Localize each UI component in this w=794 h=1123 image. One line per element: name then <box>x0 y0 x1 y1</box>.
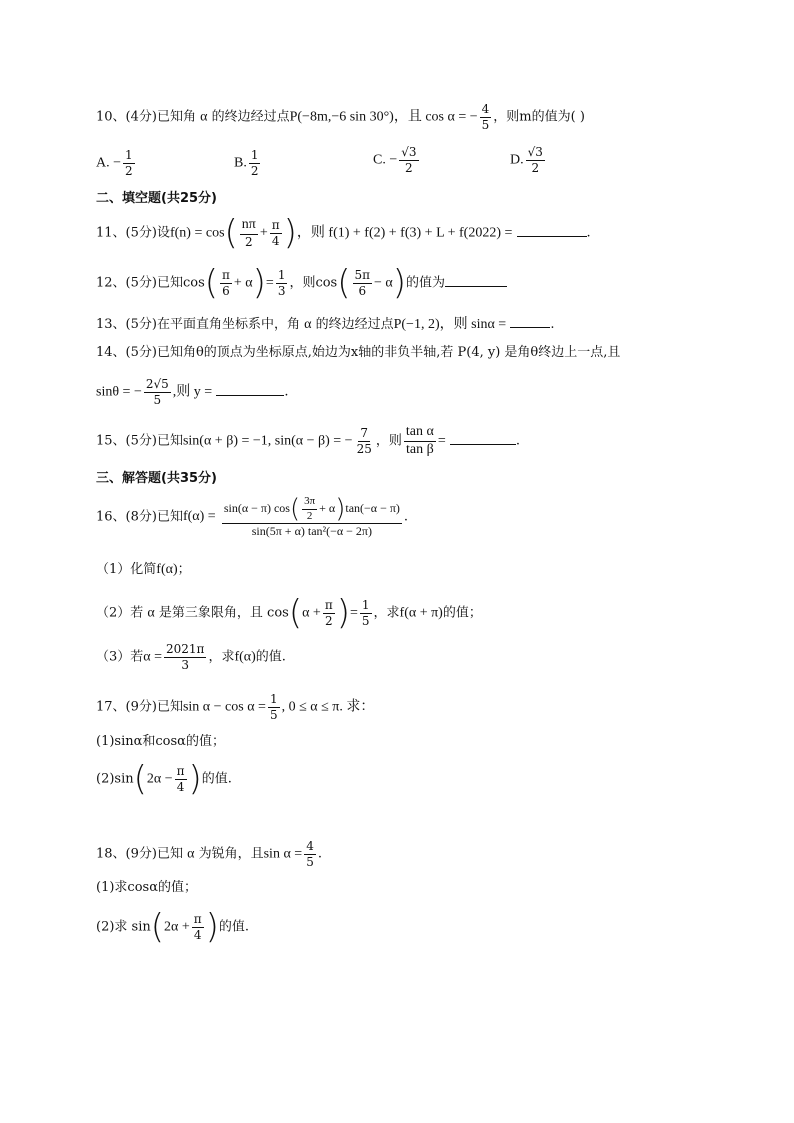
q18-part1: (1)求cosα的值； <box>96 880 197 895</box>
answer-blank <box>510 315 550 328</box>
q10-option-a: A. − $\frac{1}{2}$ <box>96 148 133 178</box>
q13: 13、(5分)在平面直角坐标系中，角 α 的终边经过点P(−1, 2)，则 sinα = . <box>96 317 555 332</box>
q14-line2: sinθ = − $\frac{2√5}{5}$ ,则 y = . <box>96 377 289 407</box>
q17-part1: (1)sinα和cosα的值； <box>96 734 225 749</box>
answer-blank <box>216 383 284 396</box>
q11: 11、(5分)设f(n) = cos( $\frac{n\pi}{2}$ + $\frac{\pi}{4}$ )，则 f(1) + f(2) + f(3) + L + f(2022) = . <box>96 213 591 253</box>
q17-part2: (2)sin(2α − $\frac{\pi}{4}$ )的值. <box>96 759 232 799</box>
answer-blank <box>450 432 516 445</box>
fraction: $\frac{4}{5}$ <box>481 102 490 132</box>
q16-part1: （1）化简f(α)； <box>96 562 191 577</box>
q10-option-d: D. $\frac{√3}{2}$ <box>510 145 543 175</box>
q16-stem: 16、(8分)已知f(α) = sin(α − π) cos( $\frac{3\pi}{2}$ + α)tan(−α − π) sin(5π + α) tan²(−α − 2π) . <box>96 494 409 539</box>
q10-stem: 10、(4分)已知角 α 的终边经过点P(−8m,−6 sin 30°)，且 cos α = − $\frac{4}{5}$ ，则m的值为( ) <box>96 102 585 132</box>
answer-blank <box>445 274 507 287</box>
q17-stem: 17、(9分)已知sin α − cos α = $\frac{1}{5}$ , 0 ≤ α ≤ π. 求： <box>96 692 375 722</box>
q10-option-b: B. $\frac{1}{2}$ <box>234 148 259 178</box>
answer-blank <box>517 224 587 237</box>
q10-option-c: C. − $\frac{√3}{2}$ <box>373 145 417 175</box>
q18-part2: (2)求 sin(2α + $\frac{\pi}{4}$ )的值. <box>96 907 250 947</box>
q16-part2: （2）若 α 是第三象限角，且 cos(α + $\frac{\pi}{2}$ )= $\frac{1}{5}$ ，求f(α + π)的值； <box>96 593 482 633</box>
q16-part3: （3）若α = $\frac{2021\pi}{3}$ ，求f(α)的值. <box>96 642 286 672</box>
q12: 12、(5分)已知cos( $\frac{\pi}{6}$ + α)= $\frac{1}{3}$ ，则cos( $\frac{5\pi}{6}$ − α)的值为 <box>96 266 507 300</box>
q18-stem: 18、(9分)已知 α 为锐角，且sin α = $\frac{4}{5}$ . <box>96 839 322 869</box>
q15: 15、(5分)已知sin(α + β) = −1, sin(α − β) = − $\frac{7}{25}$ ，则 $\frac{\text{tan α}}{\text{tan β}}$ = . <box>96 424 521 457</box>
q14-line1: 14、(5分)已知角θ的顶点为坐标原点,始边为x轴的非负半轴,若 P(4, y) 是角θ终边上一点,且 <box>96 345 621 360</box>
section-heading: 三、解答题(共35分) <box>96 471 217 486</box>
section-heading: 二、填空题(共25分) <box>96 191 217 206</box>
